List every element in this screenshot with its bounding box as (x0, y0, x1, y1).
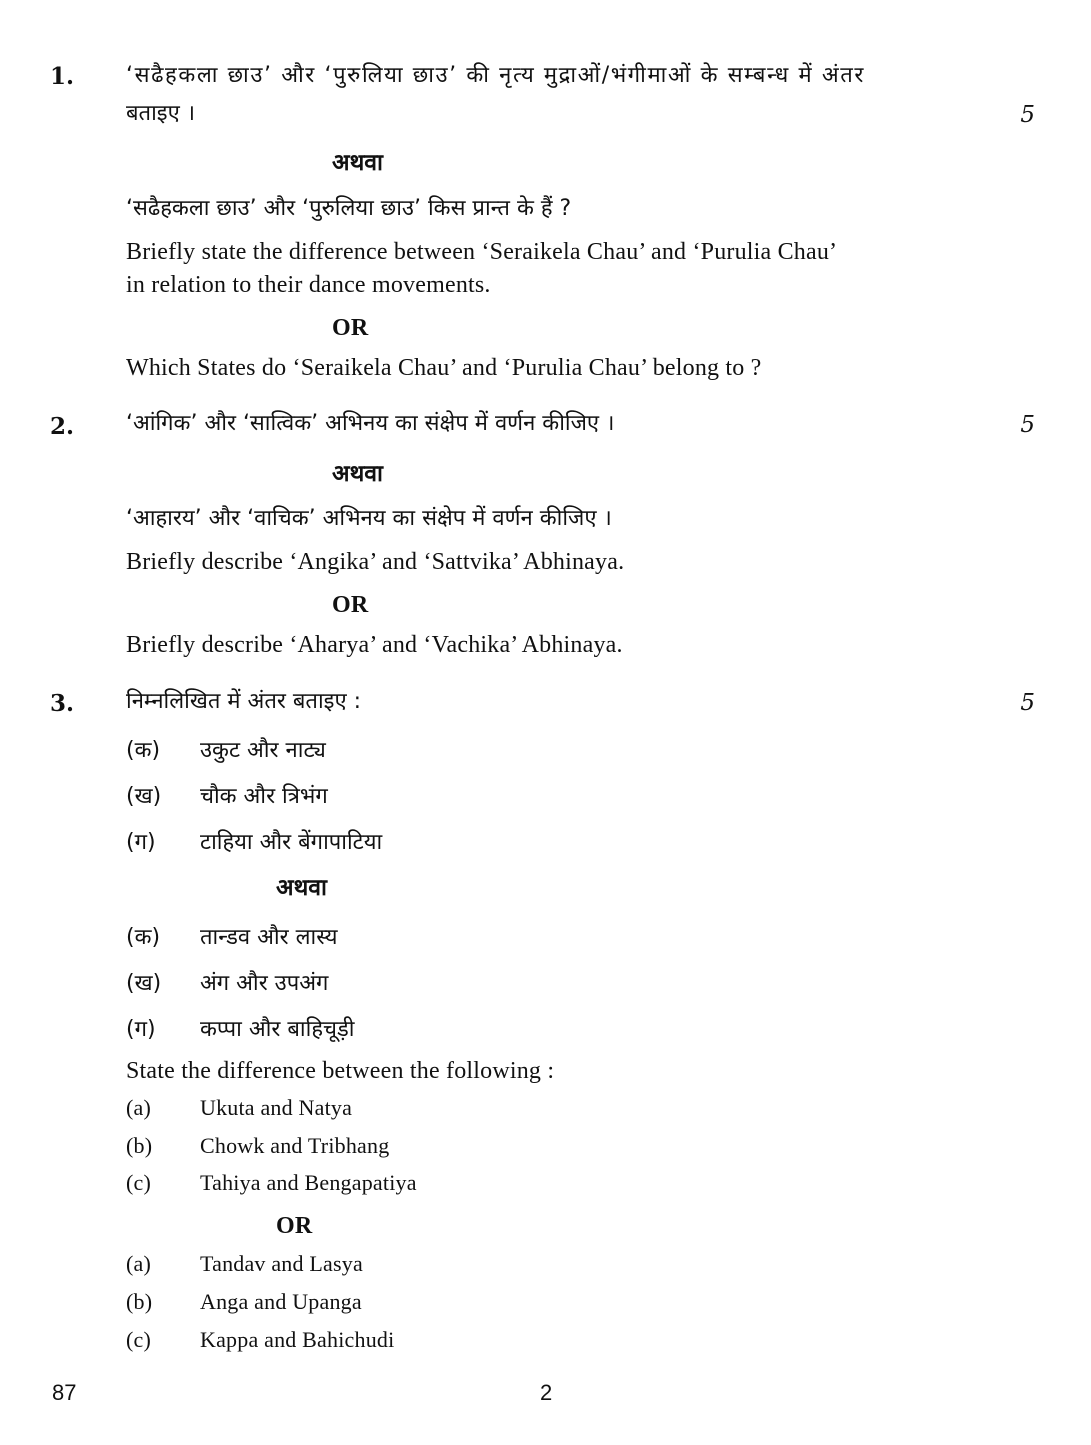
question-hindi-line: ‘आंगिक’ और ‘सात्विक’ अभिनय का संक्षेप में वर्णन कीजिए । (126, 411, 615, 436)
page-number: 2 (540, 1380, 553, 1405)
sub-item-label: (ख) (126, 784, 162, 809)
or-separator-english: OR (276, 1213, 313, 1239)
sub-item-label: (b) (126, 1133, 153, 1158)
sub-item-label: (ग) (126, 830, 156, 855)
question-english-line: State the difference between the following : (126, 1058, 555, 1084)
sub-item-text: कप्पा और बाहिचूड़ी (200, 1017, 355, 1042)
sub-item-text: Anga and Upanga (200, 1289, 362, 1314)
sub-item-label: (क) (126, 738, 161, 763)
question-number: 3. (50, 690, 75, 717)
question-hindi-line: ‘सढैहकला छाउ’ और ‘पुरुलिया छाउ’ की नृत्य मुद्राओं/भंगीमाओं के सम्बन्ध में अंतर (126, 63, 865, 88)
question-hindi-alt: ‘सढैहकला छाउ’ और ‘पुरुलिया छाउ’ किस प्रान्त के हैं ? (126, 196, 572, 221)
question-hindi-line: बताइए । (126, 101, 196, 126)
question-marks: 5 (1020, 690, 1035, 716)
sub-item-label: (c) (126, 1327, 152, 1352)
sub-item-text: Chowk and Tribhang (200, 1133, 390, 1158)
sub-item-label: (b) (126, 1289, 153, 1314)
question-marks: 5 (1020, 412, 1035, 438)
sub-item-text: Ukuta and Natya (200, 1095, 353, 1120)
or-separator-hindi: अथवा (332, 461, 384, 487)
question-hindi-alt: ‘आहारय’ और ‘वाचिक’ अभिनय का संक्षेप में वर्णन कीजिए । (126, 506, 612, 531)
question-english-line: Briefly describe ‘Angika’ and ‘Sattvika’ Abhinaya. (126, 549, 625, 575)
or-separator-hindi: अथवा (276, 875, 328, 901)
question-hindi-line: निम्नलिखित में अंतर बताइए : (126, 689, 362, 714)
sub-item-text: चौक और त्रिभंग (200, 784, 328, 809)
sub-item-text: अंग और उपअंग (200, 971, 329, 996)
or-separator-english: OR (332, 592, 369, 618)
sub-item-text: Kappa and Bahichudi (200, 1327, 395, 1352)
sub-item-label: (ग) (126, 1017, 156, 1042)
question-english-alt: Which States do ‘Seraikela Chau’ and ‘Purulia Chau’ belong to ? (126, 355, 762, 381)
question-marks: 5 (1020, 102, 1035, 128)
sub-item-text: Tandav and Lasya (200, 1251, 363, 1276)
paper-code: 87 (52, 1380, 77, 1405)
sub-item-label: (क) (126, 925, 161, 950)
sub-item-label: (a) (126, 1095, 152, 1120)
question-english-line: in relation to their dance movements. (126, 272, 491, 298)
sub-item-label: (c) (126, 1170, 152, 1195)
sub-item-text: उकुट और नाट्य (200, 738, 326, 763)
sub-item-label: (ख) (126, 971, 162, 996)
or-separator-english: OR (332, 315, 369, 341)
sub-item-text: Tahiya and Bengapatiya (200, 1170, 417, 1195)
question-number: 2. (50, 413, 75, 440)
question-english-alt: Briefly describe ‘Aharya’ and ‘Vachika’ Abhinaya. (126, 632, 623, 658)
question-number: 1. (50, 63, 75, 90)
sub-item-text: तान्डव और लास्य (200, 925, 338, 950)
sub-item-text: टाहिया और बेंगापाटिया (200, 830, 383, 855)
or-separator-hindi: अथवा (332, 150, 384, 176)
question-english-line: Briefly state the difference between ‘Seraikela Chau’ and ‘Purulia Chau’ (126, 239, 838, 265)
sub-item-label: (a) (126, 1251, 152, 1276)
